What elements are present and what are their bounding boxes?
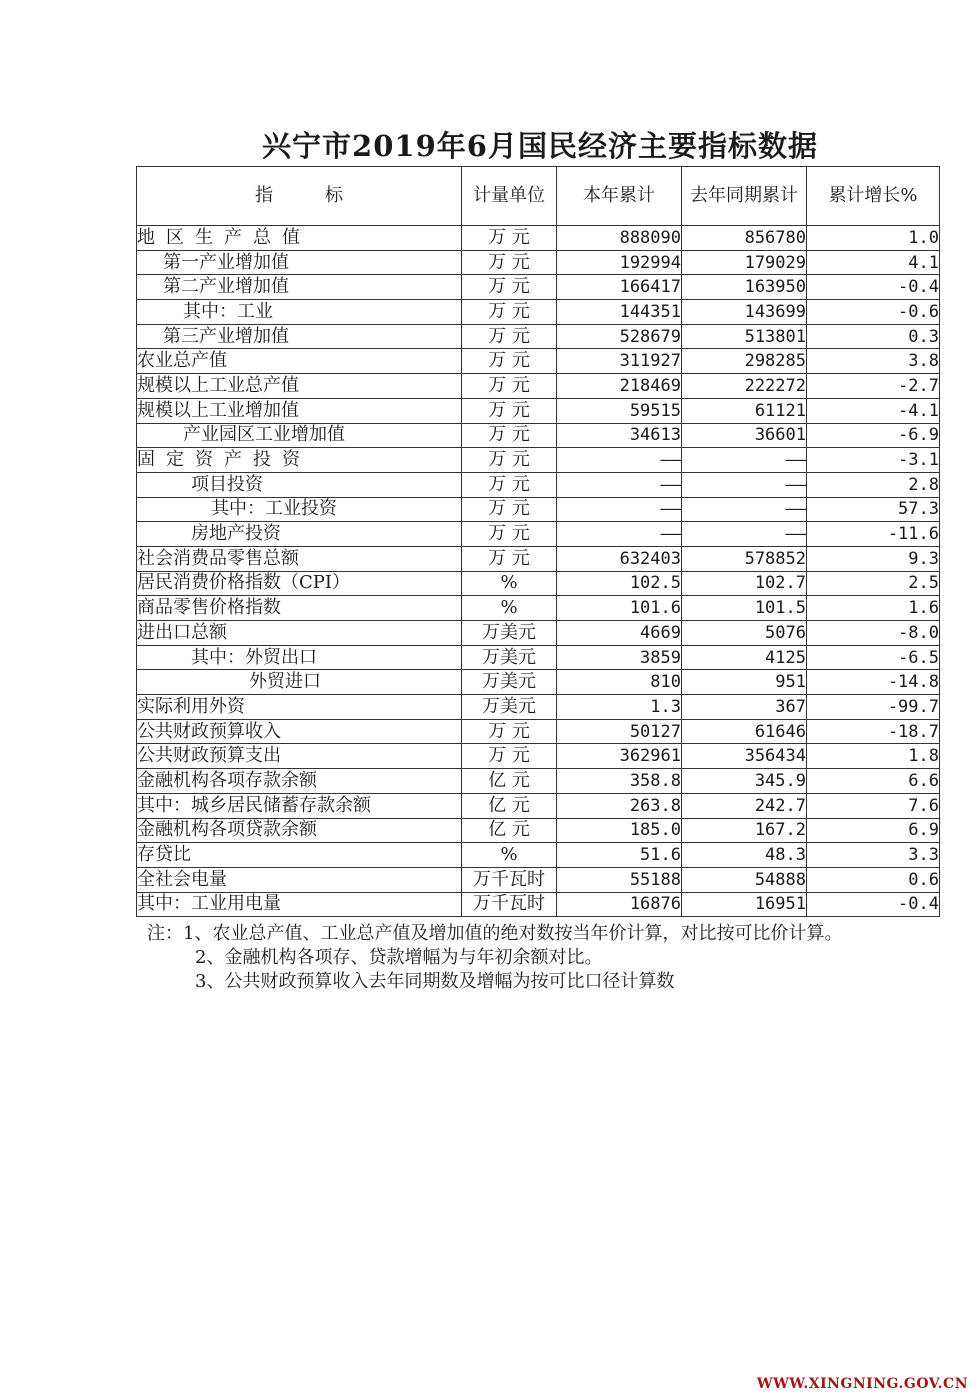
row-indicator: 房地产投资 (137, 522, 462, 547)
row-unit: 万 元 (462, 546, 557, 571)
row-growth-value: -99.7 (807, 695, 940, 720)
row-current-value: 34613 (557, 423, 682, 448)
row-indicator: 其中：工业用电量 (137, 892, 462, 917)
row-growth-value: -0.4 (807, 275, 940, 300)
row-previous-value: 298285 (682, 349, 807, 374)
row-previous-value: 356434 (682, 744, 807, 769)
table-row (137, 744, 940, 769)
row-indicator: 第三产业增加值 (137, 324, 462, 349)
table-row (137, 226, 940, 251)
row-previous-value: 101.5 (682, 596, 807, 621)
row-indicator: 进出口总额 (137, 621, 462, 646)
row-growth-value: 3.8 (807, 349, 940, 374)
row-previous-value: 951 (682, 670, 807, 695)
row-previous-value: 102.7 (682, 571, 807, 596)
row-current-value: 50127 (557, 719, 682, 744)
table-row (137, 621, 940, 646)
row-unit: 万 元 (462, 472, 557, 497)
row-indicator: 其中：外贸出口 (137, 645, 462, 670)
row-growth-value: 1.6 (807, 596, 940, 621)
row-growth-value: 3.3 (807, 843, 940, 868)
row-indicator: 社会消费品零售总额 (137, 546, 462, 571)
row-unit: 万 元 (462, 719, 557, 744)
row-previous-value: 578852 (682, 546, 807, 571)
row-growth-value: -4.1 (807, 398, 940, 423)
row-unit: 亿 元 (462, 793, 557, 818)
row-unit: 万 元 (462, 398, 557, 423)
row-growth-value: 4.1 (807, 250, 940, 275)
table-row (137, 275, 940, 300)
row-indicator: 居民消费价格指数（CPI） (137, 571, 462, 596)
table-row (137, 324, 940, 349)
table-row (137, 892, 940, 917)
row-indicator: 产业园区工业增加值 (137, 423, 462, 448)
row-unit: 万 元 (462, 250, 557, 275)
row-previous-value: 513801 (682, 324, 807, 349)
row-current-value: 528679 (557, 324, 682, 349)
row-growth-value: -8.0 (807, 621, 940, 646)
table-row (137, 398, 940, 423)
row-current-value: 16876 (557, 892, 682, 917)
row-current-value: 311927 (557, 349, 682, 374)
row-previous-value: 367 (682, 695, 807, 720)
row-current-value: 218469 (557, 374, 682, 399)
row-current-value: 59515 (557, 398, 682, 423)
row-current-value: 632403 (557, 546, 682, 571)
row-current-value: —— (557, 497, 682, 522)
row-growth-value: 1.8 (807, 744, 940, 769)
table-row (137, 374, 940, 399)
table-row (137, 349, 940, 374)
row-growth-value: 6.9 (807, 818, 940, 843)
table-row (137, 497, 940, 522)
row-unit: 万 元 (462, 423, 557, 448)
row-current-value: 3859 (557, 645, 682, 670)
row-indicator: 存贷比 (137, 843, 462, 868)
row-previous-value: 61121 (682, 398, 807, 423)
row-current-value: 263.8 (557, 793, 682, 818)
row-unit: 万美元 (462, 695, 557, 720)
table-row (137, 546, 940, 571)
row-indicator: 实际利用外资 (137, 695, 462, 720)
row-indicator: 全社会电量 (137, 867, 462, 892)
row-previous-value: —— (682, 472, 807, 497)
row-current-value: 888090 (557, 226, 682, 251)
row-indicator: 第二产业增加值 (137, 275, 462, 300)
row-indicator: 项目投资 (137, 472, 462, 497)
row-unit: 万 元 (462, 448, 557, 473)
row-growth-value: 1.0 (807, 226, 940, 251)
header-unit: 计量单位 (462, 167, 557, 226)
row-indicator: 金融机构各项贷款余额 (137, 818, 462, 843)
row-growth-value: -6.9 (807, 423, 940, 448)
row-current-value: 102.5 (557, 571, 682, 596)
row-unit: 万 元 (462, 744, 557, 769)
row-indicator: 农业总产值 (137, 349, 462, 374)
row-growth-value: 9.3 (807, 546, 940, 571)
table-row (137, 250, 940, 275)
row-growth-value: -3.1 (807, 448, 940, 473)
row-previous-value: 167.2 (682, 818, 807, 843)
row-previous-value: 36601 (682, 423, 807, 448)
row-current-value: —— (557, 522, 682, 547)
table-row (137, 818, 940, 843)
row-growth-value: 2.8 (807, 472, 940, 497)
table-row (137, 300, 940, 325)
row-previous-value: 179029 (682, 250, 807, 275)
row-current-value: 185.0 (557, 818, 682, 843)
row-unit: 万美元 (462, 645, 557, 670)
row-indicator: 固定资产投资 (137, 448, 462, 473)
row-previous-value: 61646 (682, 719, 807, 744)
row-previous-value: 4125 (682, 645, 807, 670)
row-current-value: 166417 (557, 275, 682, 300)
row-current-value: —— (557, 472, 682, 497)
row-current-value: 362961 (557, 744, 682, 769)
row-growth-value: 57.3 (807, 497, 940, 522)
table-row (137, 867, 940, 892)
row-unit: 万 元 (462, 275, 557, 300)
table-row (137, 645, 940, 670)
header-indicator: 指标 (137, 167, 462, 226)
row-previous-value: 163950 (682, 275, 807, 300)
row-current-value: 192994 (557, 250, 682, 275)
row-indicator: 其中：工业 (137, 300, 462, 325)
row-growth-value: 0.3 (807, 324, 940, 349)
row-indicator: 地区生产总值 (137, 226, 462, 251)
row-indicator: 规模以上工业增加值 (137, 398, 462, 423)
row-growth-value: 7.6 (807, 793, 940, 818)
row-unit: 万 元 (462, 324, 557, 349)
note-1: 注：1、农业总产值、工业总产值及增加值的绝对数按当年价计算，对比按可比价计算。 (147, 923, 843, 944)
table-row (137, 448, 940, 473)
page-title: 兴宁市2019年6月国民经济主要指标数据 (262, 129, 818, 163)
row-indicator: 公共财政预算收入 (137, 719, 462, 744)
row-unit: 万 元 (462, 374, 557, 399)
row-growth-value: -2.7 (807, 374, 940, 399)
row-growth-value: 2.5 (807, 571, 940, 596)
row-growth-value: -14.8 (807, 670, 940, 695)
row-unit: 万 元 (462, 522, 557, 547)
row-previous-value: 222272 (682, 374, 807, 399)
row-indicator: 其中：工业投资 (137, 497, 462, 522)
row-unit: % (462, 843, 557, 868)
row-indicator: 规模以上工业总产值 (137, 374, 462, 399)
row-current-value: 51.6 (557, 843, 682, 868)
table-row (137, 670, 940, 695)
row-previous-value: 856780 (682, 226, 807, 251)
row-previous-value: —— (682, 448, 807, 473)
table-header-row (137, 167, 940, 226)
row-previous-value: 48.3 (682, 843, 807, 868)
row-indicator: 其中：城乡居民储蓄存款余额 (137, 793, 462, 818)
row-previous-value: —— (682, 497, 807, 522)
row-current-value: 358.8 (557, 769, 682, 794)
table-row (137, 522, 940, 547)
row-current-value: 1.3 (557, 695, 682, 720)
table-row (137, 423, 940, 448)
note-3: 3、公共财政预算收入去年同期数及增幅为按可比口径计算数 (195, 971, 675, 992)
row-current-value: 101.6 (557, 596, 682, 621)
table-row (137, 843, 940, 868)
row-growth-value: -11.6 (807, 522, 940, 547)
notes (147, 922, 842, 994)
row-unit: 万 元 (462, 226, 557, 251)
table-row (137, 719, 940, 744)
note-2: 2、金融机构各项存、贷款增幅为与年初余额对比。 (195, 947, 603, 968)
row-previous-value: 345.9 (682, 769, 807, 794)
table-row (137, 472, 940, 497)
header-current-cumulative: 本年累计 (557, 167, 682, 226)
row-previous-value: 242.7 (682, 793, 807, 818)
table-row (137, 596, 940, 621)
table-row (137, 571, 940, 596)
row-growth-value: 0.6 (807, 867, 940, 892)
row-growth-value: -18.7 (807, 719, 940, 744)
row-previous-value: 54888 (682, 867, 807, 892)
row-growth-value: -0.4 (807, 892, 940, 917)
row-unit: 万美元 (462, 621, 557, 646)
row-current-value: —— (557, 448, 682, 473)
table-row (137, 793, 940, 818)
row-indicator: 商品零售价格指数 (137, 596, 462, 621)
header-growth: 累计增长% (807, 167, 940, 226)
table-row (137, 769, 940, 794)
row-unit: 万千瓦时 (462, 892, 557, 917)
row-previous-value: —— (682, 522, 807, 547)
row-indicator: 外贸进口 (137, 670, 462, 695)
row-unit: 万 元 (462, 349, 557, 374)
site-watermark: WWW.XINGNING.GOV.CN (756, 1376, 968, 1392)
table-row (137, 695, 940, 720)
row-unit: % (462, 571, 557, 596)
row-current-value: 144351 (557, 300, 682, 325)
row-unit: % (462, 596, 557, 621)
row-unit: 万 元 (462, 497, 557, 522)
row-growth-value: -0.6 (807, 300, 940, 325)
row-indicator: 第一产业增加值 (137, 250, 462, 275)
row-indicator: 金融机构各项存款余额 (137, 769, 462, 794)
header-previous-cumulative: 去年同期累计 (682, 167, 807, 226)
row-growth-value: 6.6 (807, 769, 940, 794)
row-unit: 万美元 (462, 670, 557, 695)
row-previous-value: 16951 (682, 892, 807, 917)
row-current-value: 810 (557, 670, 682, 695)
indicator-table (136, 166, 940, 917)
row-unit: 亿 元 (462, 769, 557, 794)
row-current-value: 55188 (557, 867, 682, 892)
row-unit: 亿 元 (462, 818, 557, 843)
row-current-value: 4669 (557, 621, 682, 646)
row-growth-value: -6.5 (807, 645, 940, 670)
row-indicator: 公共财政预算支出 (137, 744, 462, 769)
row-previous-value: 5076 (682, 621, 807, 646)
row-unit: 万千瓦时 (462, 867, 557, 892)
row-unit: 万 元 (462, 300, 557, 325)
row-previous-value: 143699 (682, 300, 807, 325)
